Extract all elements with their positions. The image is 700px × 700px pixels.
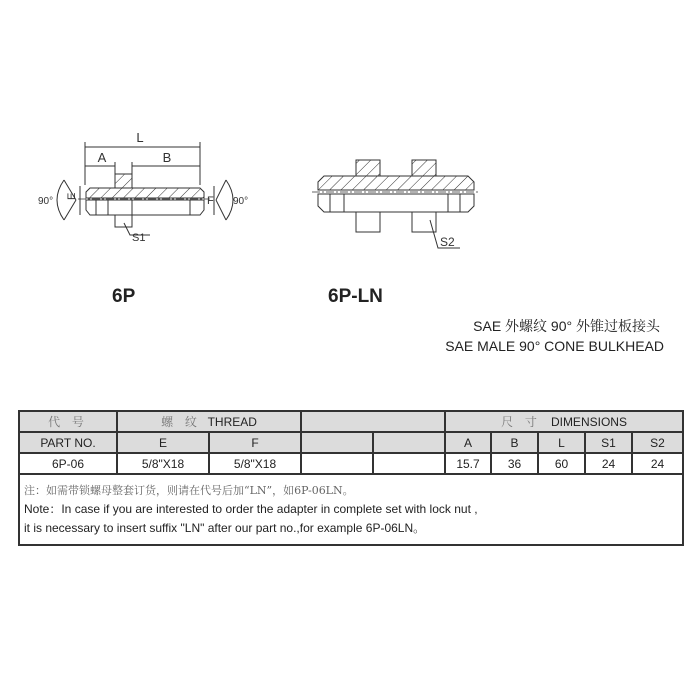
table-header-row-2 — [19, 432, 683, 453]
header-l: L — [538, 432, 585, 453]
notes-cell — [19, 474, 683, 545]
table-header-row-1 — [19, 411, 683, 432]
cell-s1: 24 — [585, 453, 632, 474]
cell-a: 15.7 — [445, 453, 491, 474]
svg-text:90°: 90° — [38, 196, 54, 207]
header-b: B — [491, 432, 538, 453]
cell-e: 5/8"X18 — [117, 453, 209, 474]
header-part-cn: 代 号 — [19, 411, 117, 432]
note-cn: 注：如需带锁螺母整套订货，则请在代号后加“LN”，如6P-06LN。 — [24, 484, 354, 497]
header-dimensions: 尺 寸 DIMENSIONS — [445, 411, 683, 432]
header-s1: S1 — [585, 432, 632, 453]
cell-b: 36 — [491, 453, 538, 474]
fitting-drawing-6p-ln — [300, 140, 480, 260]
title-cn: SAE 外螺纹 90° 外锥过板接头 — [473, 318, 660, 334]
header-blank — [301, 411, 445, 432]
fitting-drawing-6p — [20, 120, 270, 260]
cell-blank-1 — [301, 453, 373, 474]
header-thread: 螺 纹 THREAD — [117, 411, 301, 432]
svg-text:90°: 90° — [233, 196, 249, 207]
header-a: A — [445, 432, 491, 453]
table-row — [19, 453, 683, 474]
dim-label-l: L — [136, 130, 144, 145]
header-f: F — [209, 432, 301, 453]
cell-l: 60 — [538, 453, 585, 474]
model-label-6p-ln: 6P-LN — [328, 286, 383, 307]
note-en-line-1: Note：In case if you are interested to order the adapter in complete set with lock nut , — [24, 502, 478, 516]
svg-text:F: F — [207, 195, 214, 207]
header-e: E — [117, 432, 209, 453]
svg-text:B: B — [162, 150, 172, 165]
header-s2: S2 — [632, 432, 683, 453]
header-blank-2 — [373, 432, 445, 453]
note-en-line-2: it is necessary to insert suffix "LN" after our part no.,for example 6P-06LN。 — [24, 521, 426, 535]
notes-row — [19, 474, 683, 545]
cell-s2: 24 — [632, 453, 683, 474]
header-blank-1 — [301, 432, 373, 453]
svg-text:S1: S1 — [132, 232, 146, 244]
header-part-en: PART NO. — [19, 432, 117, 453]
spec-table — [18, 410, 684, 546]
model-label-6p: 6P — [112, 286, 136, 307]
cell-f: 5/8"X18 — [209, 453, 301, 474]
title-en: SAE MALE 90° CONE BULKHEAD — [445, 338, 664, 354]
cell-part: 6P-06 — [19, 453, 117, 474]
cell-blank-2 — [373, 453, 445, 474]
svg-text:E: E — [66, 192, 78, 200]
svg-text:S2: S2 — [440, 235, 455, 249]
svg-text:A: A — [97, 150, 107, 165]
